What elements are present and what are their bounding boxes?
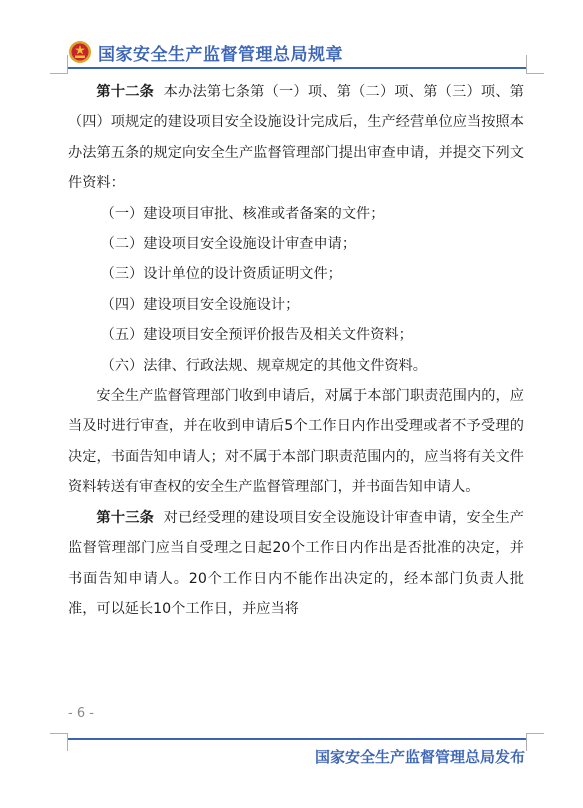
crop-mark: [526, 733, 527, 751]
crop-mark: [50, 733, 68, 734]
list-item: （五）建设项目安全预评价报告及相关文件资料；: [100, 327, 413, 344]
list-item: （六）法律、行政法规、规章规定的其他文件资料。: [100, 357, 427, 374]
list-item: （四）建设项目安全设施设计；: [100, 296, 300, 313]
crop-mark: [50, 73, 68, 74]
review-paragraph: 安全生产监督管理部门收到申请后，对属于本部门职责范围内的，应当及时进行审查，并在收到申请后5个工作日内作出受理或者不予受理的决定，书面告知申请人；对不属于本部门职责范围内的，应当将有关文件资料转送有审查权的安全生产监督管理部门，并书面告知申请人。: [68, 388, 524, 496]
article-label: 第十三条: [96, 509, 155, 526]
crop-mark: [526, 55, 527, 73]
page-number: - 6 -: [68, 706, 94, 721]
crop-mark: [67, 733, 68, 751]
article-label: 第十二条: [96, 84, 155, 100]
document-body: [68, 77, 524, 624]
article-text: 本办法第七条第（一）项、第（二）项、第（三）项、第（四）项规定的建设项目安全设施设计完成后，生产经营单位应当按照本办法第五条的规定向安全生产监督管理部门提出审查申请，并提交下列文件资料：: [68, 84, 524, 192]
crop-mark: [67, 55, 68, 73]
header-title: 国家安全生产监督管理总局规章: [98, 44, 343, 65]
page-header: [68, 36, 528, 68]
crop-mark: [526, 73, 544, 74]
national-emblem-icon: [68, 40, 92, 64]
footer-publisher: 国家安全生产监督管理总局发布: [314, 748, 525, 766]
footer-divider: [68, 738, 526, 740]
header-divider: [68, 67, 526, 69]
list-item: （三）设计单位的设计资质证明文件；: [100, 266, 342, 283]
article-text: 对已经受理的建设项目安全设施设计审查申请，安全生产监督管理部门应当自受理之日起20个工作日内作出是否批准的决定，并书面告知申请人。20个工作日内不能作出决定的，经本部门负责人批准，可以延长10个工作日，并应当将: [68, 509, 524, 617]
crop-mark: [526, 733, 544, 734]
article-13-paragraph: [68, 503, 524, 625]
list-item: （一）建设项目审批、核准或者备案的文件；: [100, 205, 385, 222]
article-12-paragraph: [68, 77, 524, 199]
list-item: （二）建设项目安全设施设计审查申请；: [100, 236, 357, 253]
